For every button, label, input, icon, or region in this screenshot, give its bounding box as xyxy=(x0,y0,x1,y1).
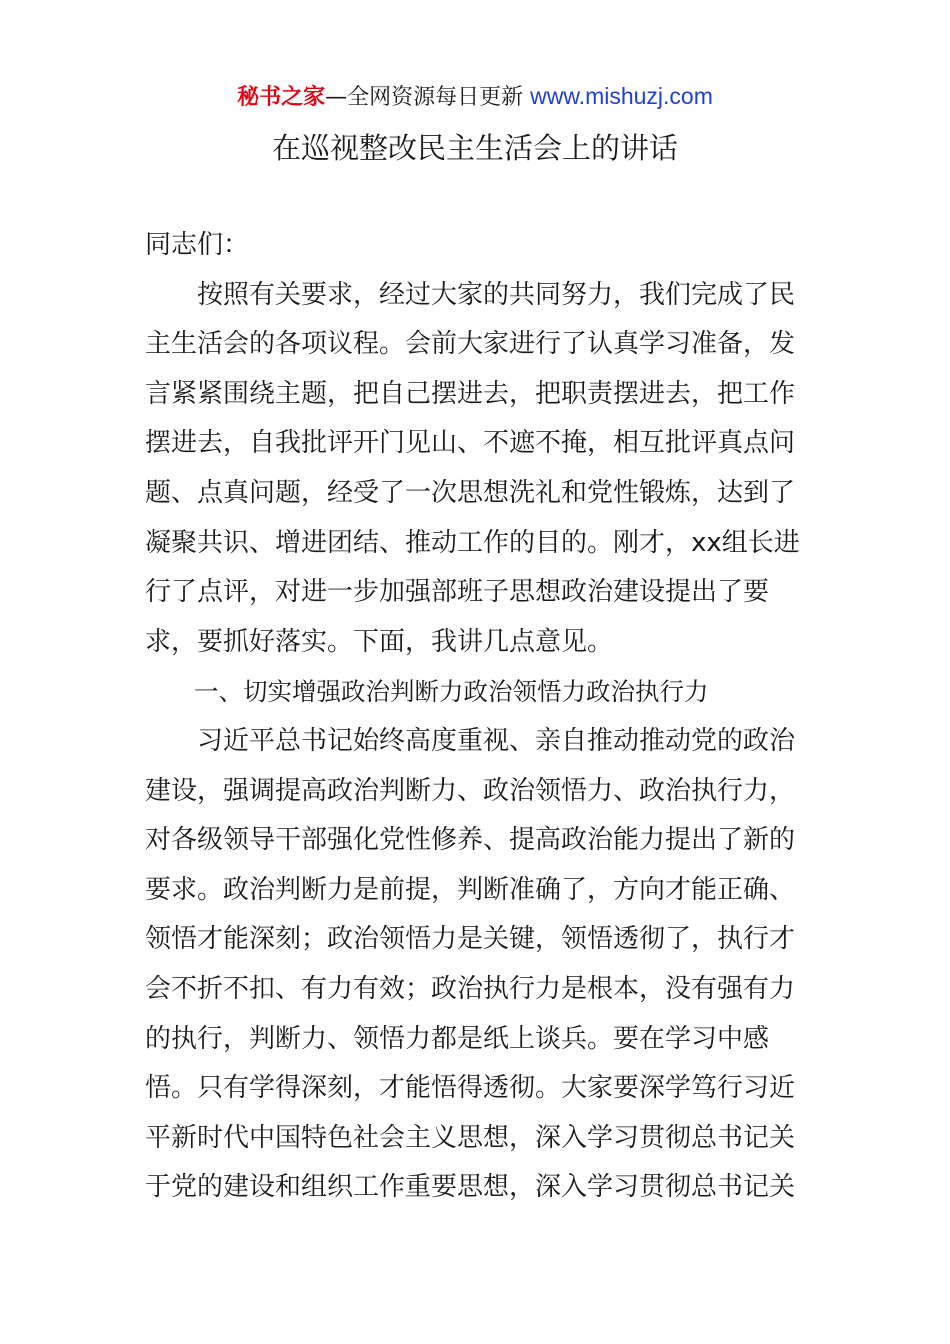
paragraph-line: 凝聚共识、增进团结、推动工作的目的。刚才，xx组长进 xyxy=(145,527,800,558)
paragraph-line: 习近平总书记始终高度重视、亲自推动推动党的政治 xyxy=(145,725,796,756)
paragraph-line: 对各级领导干部强化党性修养、提高政治能力提出了新的 xyxy=(145,825,796,856)
paragraph-line: 建设，强调提高政治判断力、政治领悟力、政治执行力， xyxy=(145,775,796,806)
paragraph-line: 按照有关要求，经过大家的共同努力，我们完成了民 xyxy=(145,279,796,310)
paragraph-line: 会不折不扣、有力有效；政治执行力是根本，没有强有力 xyxy=(145,973,796,1004)
paragraph-line: 摆进去，自我批评开门见山、不遮不掩，相互批评真点问 xyxy=(145,428,796,459)
section-heading: 一、切实增强政治判断力政治领悟力政治执行力 xyxy=(145,677,709,707)
paragraph-line: 的执行，判断力、领悟力都是纸上谈兵。要在学习中感 xyxy=(145,1023,770,1054)
site-url-link[interactable]: www.mishuzj.com xyxy=(530,83,713,109)
document-title: 在巡视整改民主生活会上的讲话 xyxy=(271,131,678,165)
paragraph-line: 题、点真问题，经受了一次思想洗礼和党性锻炼，达到了 xyxy=(145,477,796,508)
site-header xyxy=(0,80,950,114)
paragraph-line: 求，要抓好落实。下面，我讲几点意见。 xyxy=(145,626,614,657)
site-name: 秘书之家 xyxy=(237,85,326,110)
paragraph-line: 于党的建设和组织工作重要思想，深入学习贯彻总书记关 xyxy=(145,1172,796,1203)
paragraph-line: 行了点评，对进一步加强部班子思想政治建设提出了要 xyxy=(145,577,770,608)
paragraph-line: 主生活会的各项议程。会前大家进行了认真学习准备，发 xyxy=(145,329,796,360)
document-body xyxy=(145,221,825,1213)
paragraph-line: 言紧紧围绕主题，把自己摆进去，把职责摆进去，把工作 xyxy=(145,378,796,409)
paragraph-line: 平新时代中国特色社会主义思想，深入学习贯彻总书记关 xyxy=(145,1122,796,1153)
paragraph-line: 领悟才能深刻；政治领悟力是关键，领悟透彻了，执行才 xyxy=(145,924,796,955)
paragraph-line: 悟。只有学得深刻，才能悟得透彻。大家要深学笃行习近 xyxy=(145,1073,796,1104)
site-slogan: —全网资源每日更新 xyxy=(325,85,524,110)
salutation-line: 同志们： xyxy=(145,230,250,260)
paragraph-line: 要求。政治判断力是前提，判断准确了，方向才能正确、 xyxy=(145,874,796,905)
